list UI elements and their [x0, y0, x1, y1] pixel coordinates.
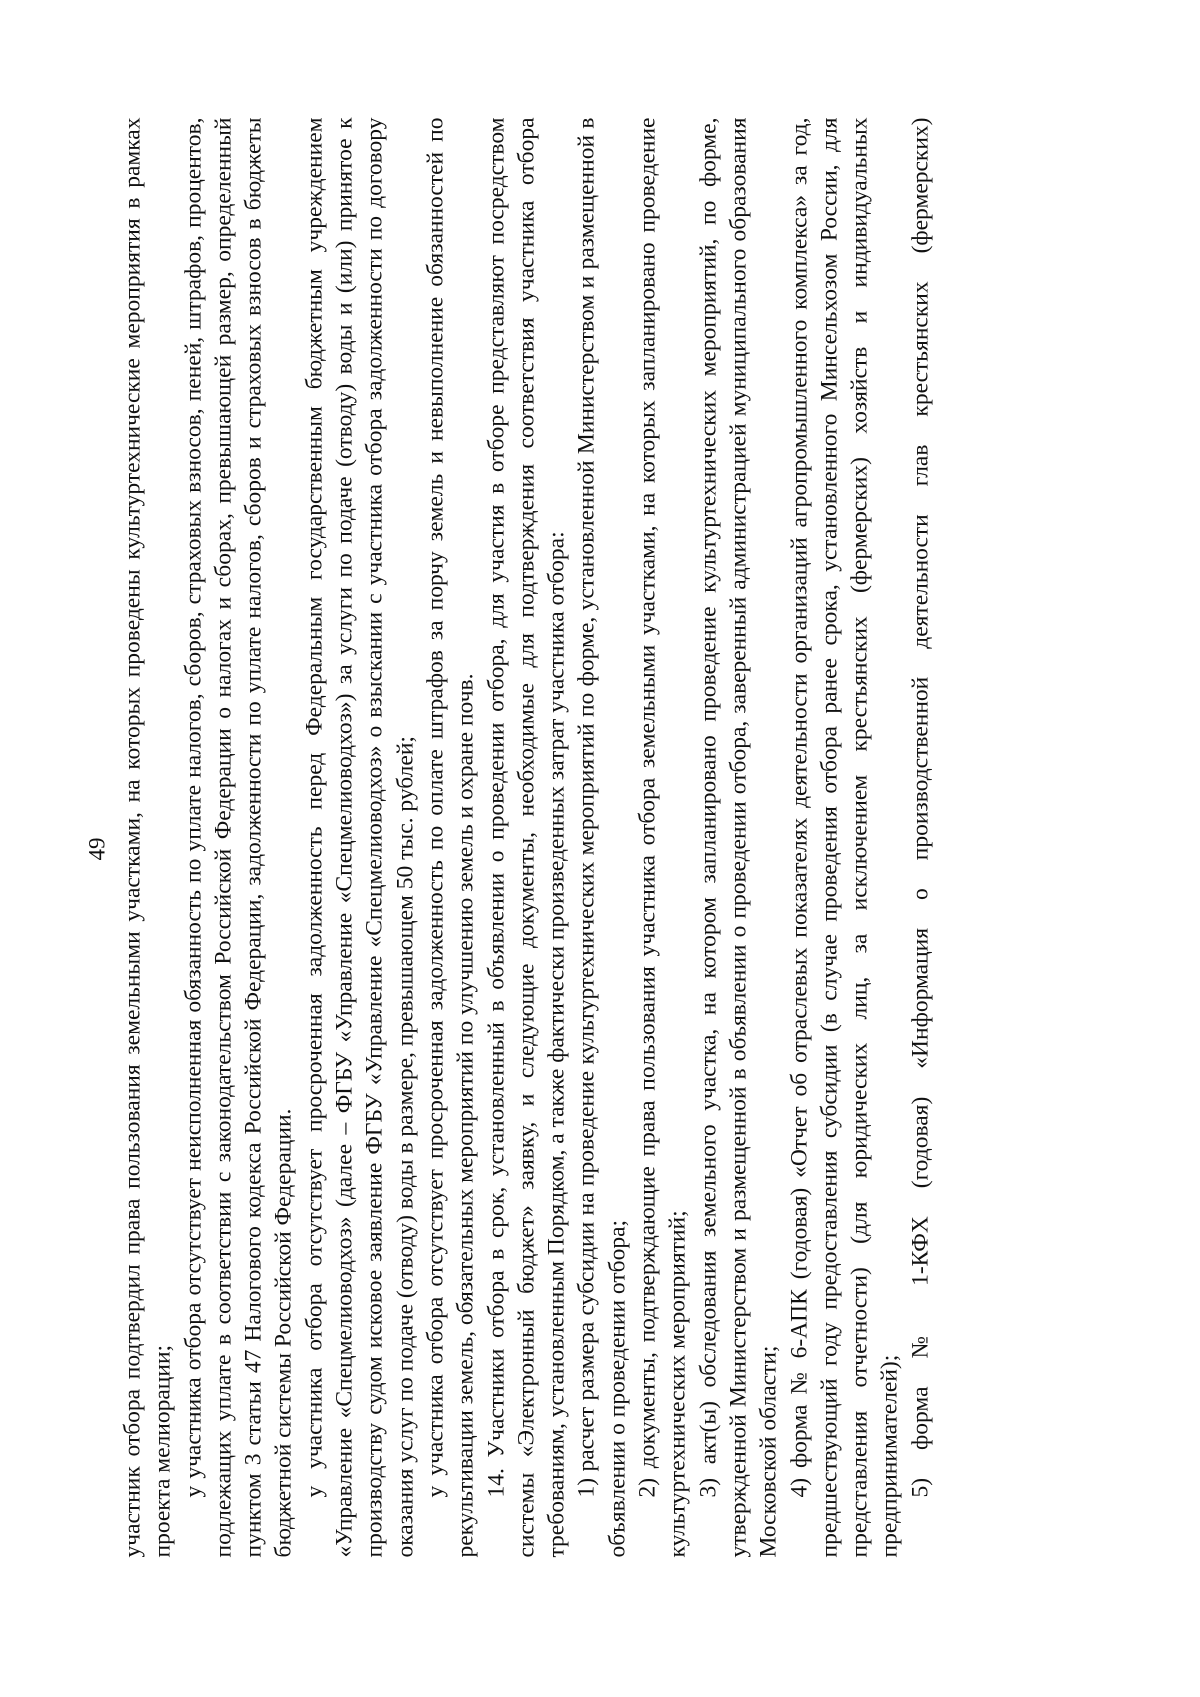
list-item-2-land-documents: 2) документы, подтверждающие права пользования участника отбора земельными участками, на которых запланировано проведение культуртехнических мероприятий; — [634, 117, 691, 1557]
paragraph-no-land-fines: у участника отбора отсутствует просроченная задолженность по оплате штрафов за порчу земель и невыполнение обязанностей по рекультивации земель, обязательных мероприятий по улучшению земель и охране почв. — [421, 117, 479, 1557]
list-item-4-form-6-apk: 4) форма № 6-АПК (годовая) «Отчет об отраслевых показателях деятельности организаций агропромышленного комплекса» за год, предшествующий году предоставления субсидии (в случае проведения отбора ранее срока, установленного Минсельхозом России, для представления отчетности) (для юридических лиц, за исключением крестьянских (фермерских) хозяйств и индивидуальных предпринимателей); — [785, 117, 903, 1557]
list-item-3-inspection-acts: 3) акт(ы) обследования земельного участка, на котором запланировано проведение культуртехнических мероприятий, по форме, утвержденной Министерством и размещенной в объявлении о проведении отбора, заверенный администрацией муниципального образования Московской области; — [694, 117, 782, 1557]
document-body — [117, 117, 935, 1557]
paragraph-section-14: 14. Участники отбора в срок, установленный в объявлении о проведении отбора, для участия в отборе представляют посредством системы «Электронный бюджет» заявку, и следующие документы, необходимые для подтверждения соответствия участника отбора требованиям, установленным Порядком, а также фактически произведенных затрат участника отбора: — [482, 117, 570, 1557]
paragraph-no-tax-debt: у участника отбора отсутствует неисполненная обязанность по уплате налогов, сборов, страховых взносов, пеней, штрафов, процентов, подлежащих уплате в соответствии с законодательством Российской Федерации о налогах и сборах, превышающей размер, определенный пунктом 3 статьи 47 Налогового кодекса Российской Федерации, задолженности по уплате налогов, сборов и страховых взносов в бюджеты бюджетной системы Российской Федерации. — [179, 117, 297, 1557]
paragraph-no-water-debt: у участника отбора отсутствует просроченная задолженность перед Федеральным государственным бюджетным учреждением «Управление «Спецмелиоводхоз» (далее – ФГБУ «Управление «Спецмелиоводхоз») за услуги по подаче (отводу) воды и (или) принятое к производству судом исковое заявление ФГБУ «Управление «Спецмелиоводхоз» о взыскании с участника отбора задолженности по договору оказания услуг по подаче (отводу) воды в размере, превышающем 50 тыс. рублей; — [300, 117, 418, 1557]
page-number: 49 — [84, 837, 109, 860]
list-item-5-form-1-kfh: 5) форма № 1-КФХ (годовая) «Информация о производственной деятельности глав крестьянских (фермерских) — [906, 117, 933, 1497]
paragraph-land-rights: участник отбора подтвердил права пользования земельными участками, на которых проведены культуртехнические мероприятия в рамках проекта мелиорации; — [119, 117, 176, 1557]
list-item-1-subsidy-calculation: 1) расчет размера субсидии на проведение культуртехнических мероприятий по форме, установленной Министерством и размещенной в объявлении о проведении отбора; — [573, 117, 630, 1557]
